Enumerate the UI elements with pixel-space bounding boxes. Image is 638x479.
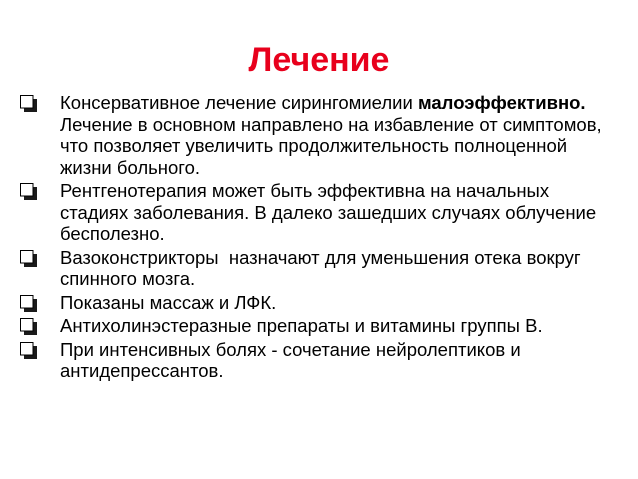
bullet-text: Показаны массаж и ЛФК. (60, 291, 277, 313)
bullet-item (20, 315, 605, 337)
checkbox-bullet-icon (20, 318, 37, 335)
checkbox-bullet-icon (20, 95, 37, 112)
bullet-item (20, 339, 605, 382)
bullet-item (20, 292, 605, 314)
bullet-text: При интенсивных болях - сочетание нейролептиков и антидепрессантов. (60, 338, 521, 381)
bullet-text: Лечение в основном направлено на избавление от симптомов, что позволяет увеличить продолжительность полноценной жизни больного. (60, 113, 602, 178)
bullet-item (20, 247, 605, 290)
bullet-text-bold: малоэффективно. (417, 92, 586, 113)
checkbox-bullet-icon (20, 342, 37, 359)
checkbox-bullet-icon (20, 295, 37, 312)
bullet-text: Консервативное лечение сирингомиелии (60, 92, 418, 113)
bullet-text: Антихолинэстеразные препараты и витамины группы В. (60, 315, 543, 336)
bullet-text: Вазоконстрикторы назначают для уменьшения отека вокруг спинного мозга. (60, 246, 586, 289)
bullet-list (20, 92, 605, 384)
checkbox-bullet-icon (20, 183, 37, 200)
checkbox-bullet-icon (20, 250, 37, 267)
bullet-item (20, 180, 605, 245)
bullet-text: Рентгенотерапия может быть эффективна на начальных стадиях заболевания. В далеко зашедших случаях облучение бесполезно. (60, 180, 597, 244)
bullet-item (20, 92, 605, 178)
slide-title: Лечение (248, 41, 390, 79)
